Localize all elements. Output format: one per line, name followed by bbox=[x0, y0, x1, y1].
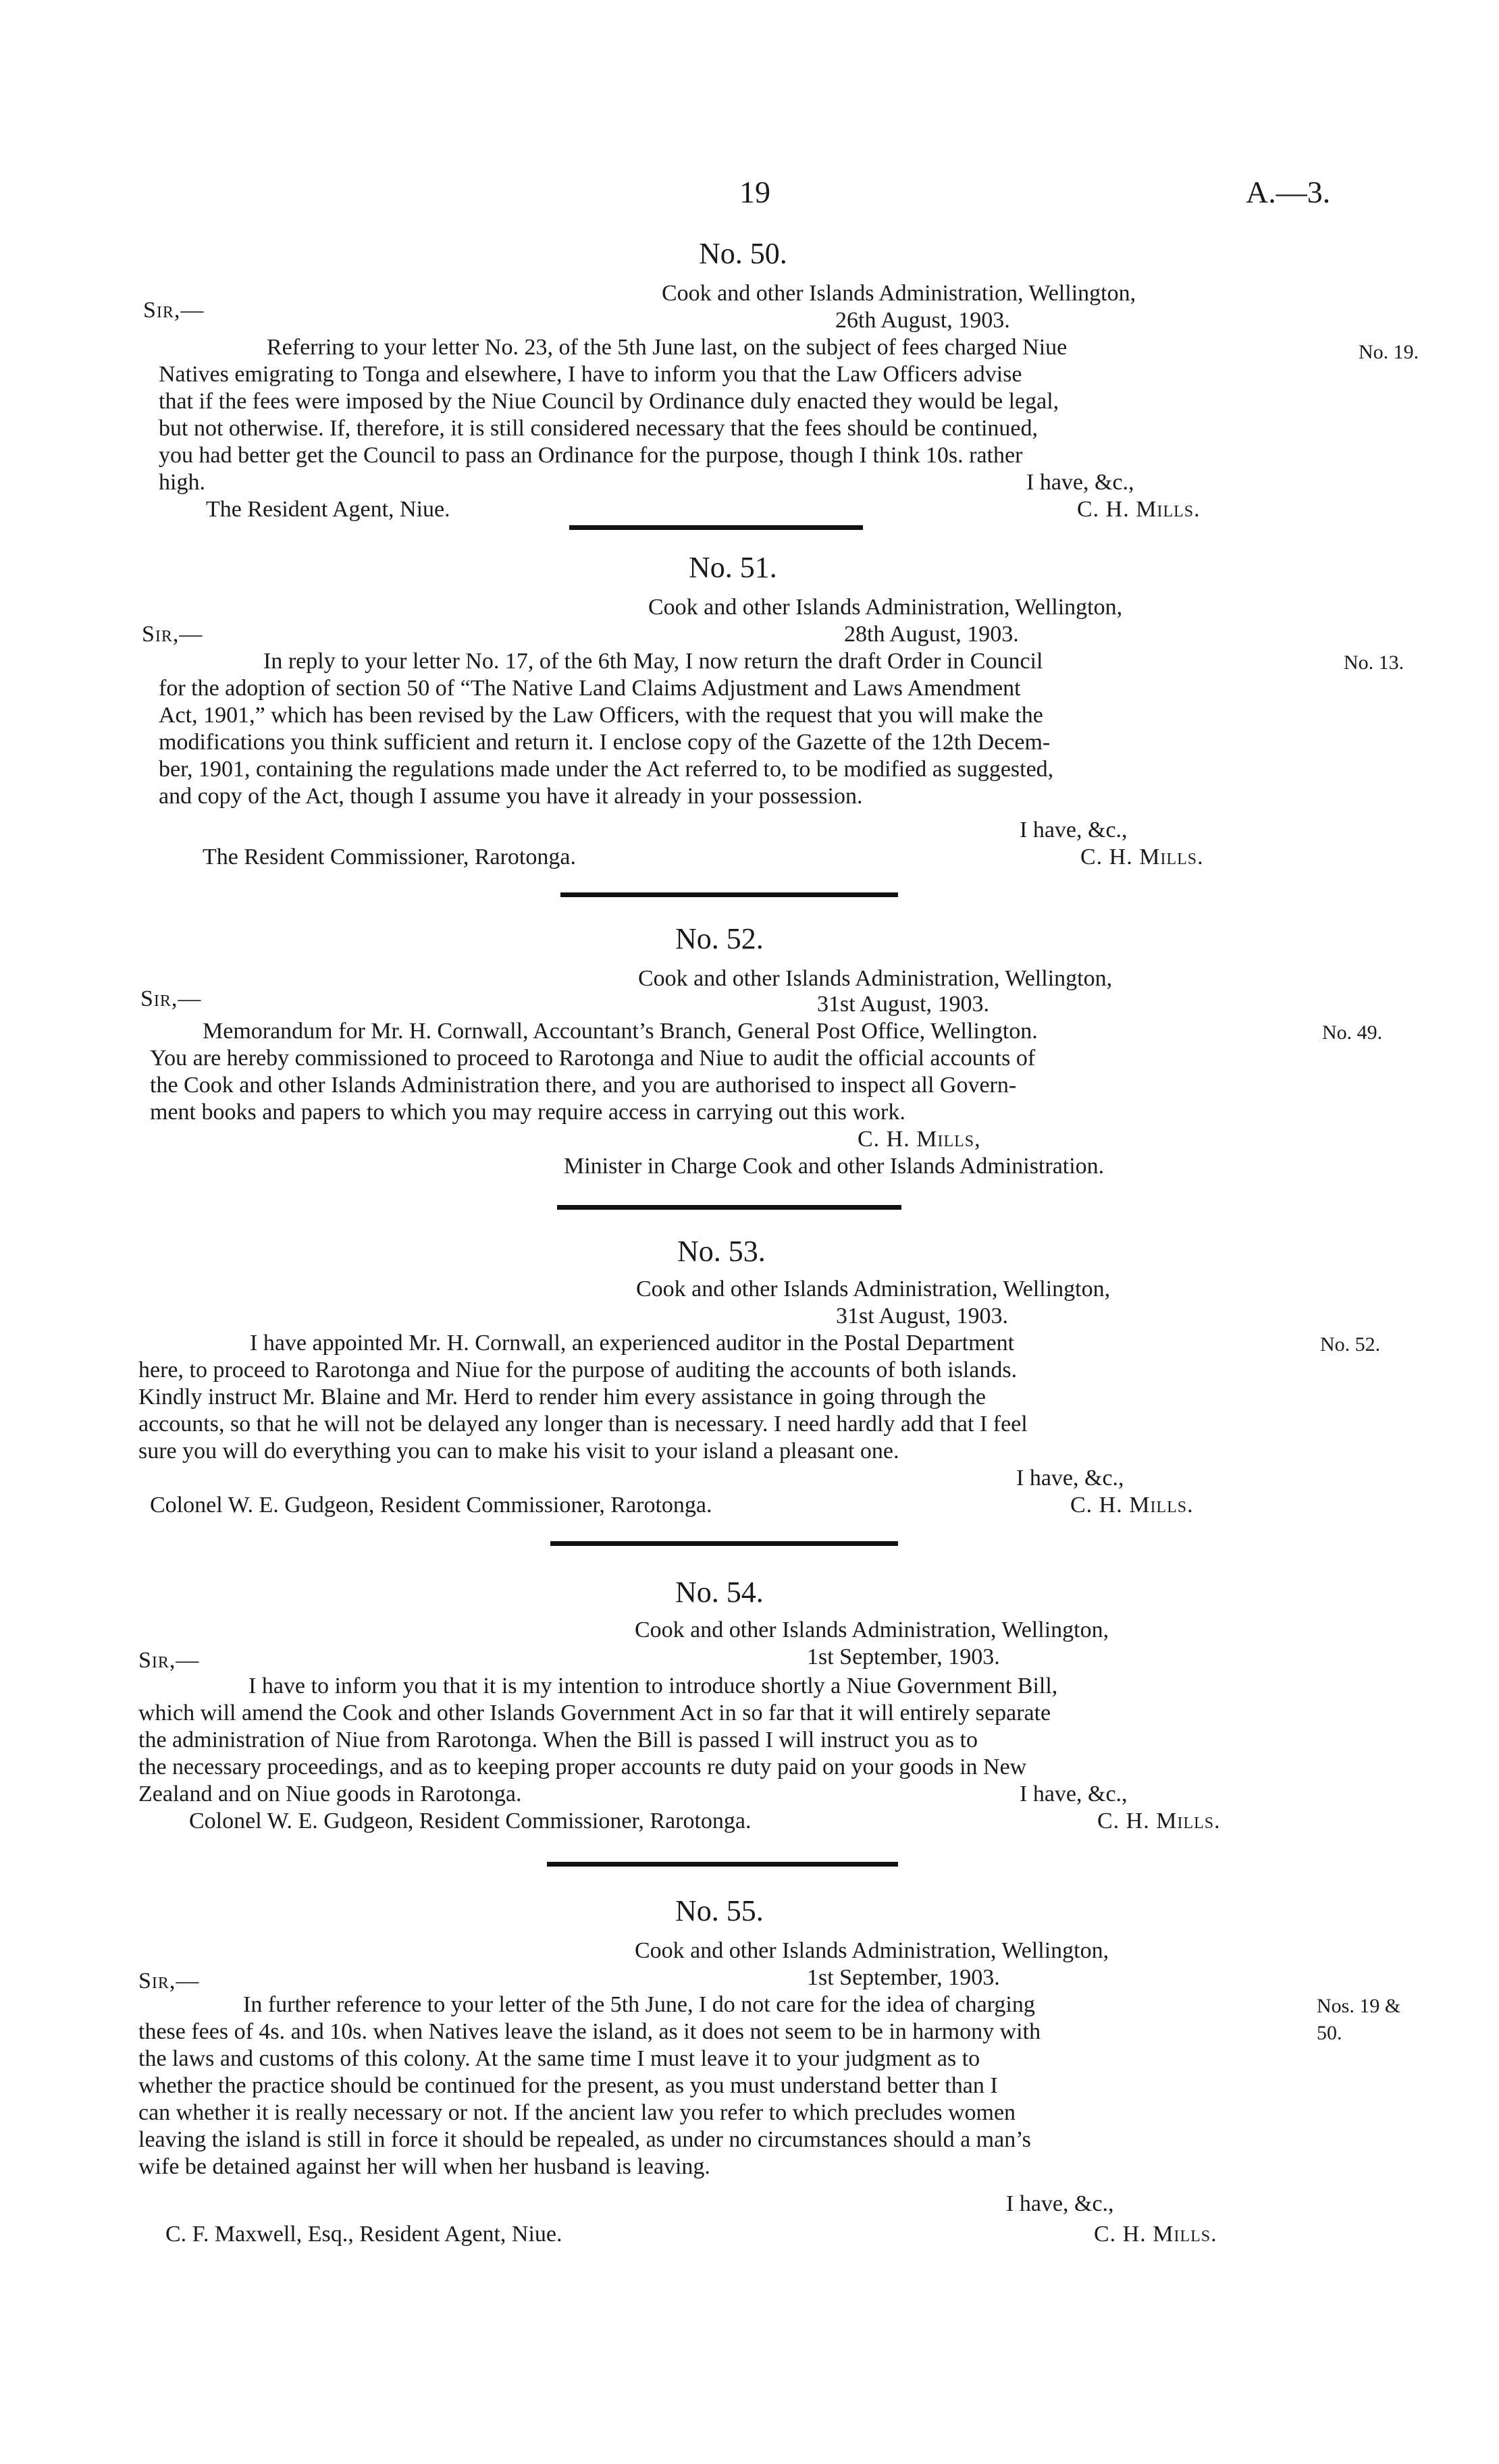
letter-origin: Cook and other Islands Administration, Wellington, bbox=[635, 1617, 1109, 1642]
margin-reference: No. 52. bbox=[1320, 1333, 1381, 1356]
addressee: Colonel W. E. Gudgeon, Resident Commissioner, Rarotonga. bbox=[189, 1809, 752, 1833]
letter-origin: Cook and other Islands Administration, Wellington, bbox=[636, 1277, 1111, 1302]
addressee: C. F. Maxwell, Esq., Resident Agent, Niue. bbox=[165, 2222, 562, 2247]
addressee: The Resident Agent, Niue. bbox=[206, 497, 450, 522]
letter-date: 31st August, 1903. bbox=[817, 992, 990, 1017]
letter-date: 31st August, 1903. bbox=[836, 1304, 1009, 1329]
salutation: Sir,— bbox=[140, 986, 202, 1011]
letter-date: 1st September, 1903. bbox=[807, 1965, 1000, 1990]
letter-date: 26th August, 1903. bbox=[835, 308, 1010, 333]
signature: C. H. Mills. bbox=[1094, 2222, 1217, 2247]
body-line: I have appointed Mr. H. Cornwall, an experienced auditor in the Postal Department bbox=[250, 1331, 1015, 1356]
letter-number: No. 53. bbox=[677, 1235, 766, 1268]
body-line: modifications you think sufficient and return it. I enclose copy of the Gazette of the 12th Decem- bbox=[159, 730, 1051, 755]
addressee: The Resident Commissioner, Rarotonga. bbox=[203, 845, 576, 869]
document-reference: A.—3. bbox=[1246, 175, 1331, 209]
salutation: Sir,— bbox=[143, 298, 205, 323]
closing: I have, &c., bbox=[1020, 818, 1128, 842]
signature-title: Minister in Charge Cook and other Islands Administration. bbox=[564, 1154, 1105, 1179]
signature: C. H. Mills, bbox=[858, 1127, 981, 1152]
closing: I have, &c., bbox=[1006, 2191, 1114, 2216]
body-line: the laws and customs of this colony. At the same time I must leave it to your judgment as to bbox=[138, 2046, 980, 2071]
body-line: the Cook and other Islands Administration there, and you are authorised to inspect all Govern- bbox=[150, 1073, 1017, 1098]
letter-date: 1st September, 1903. bbox=[807, 1644, 1000, 1669]
body-line: the necessary proceedings, and as to keeping proper accounts re duty paid on your goods in New bbox=[138, 1755, 1027, 1779]
closing: I have, &c., bbox=[1020, 1782, 1128, 1806]
body-line: here, to proceed to Rarotonga and Niue for the purpose of auditing the accounts of both islands. bbox=[138, 1358, 1018, 1383]
body-line: wife be detained against her will when her husband is leaving. bbox=[138, 2154, 710, 2179]
letter-date: 28th August, 1903. bbox=[844, 622, 1019, 647]
letter-number: No. 54. bbox=[675, 1576, 764, 1609]
letter-origin: Cook and other Islands Administration, Wellington, bbox=[638, 966, 1113, 991]
letter-number: No. 52. bbox=[675, 922, 764, 955]
addressee: Colonel W. E. Gudgeon, Resident Commissioner, Rarotonga. bbox=[150, 1493, 712, 1518]
margin-reference: No. 13. bbox=[1344, 651, 1404, 674]
margin-reference: Nos. 19 & bbox=[1317, 1995, 1401, 2017]
signature: C. H. Mills. bbox=[1097, 1809, 1221, 1833]
signature: C. H. Mills. bbox=[1070, 1493, 1194, 1518]
margin-reference: No. 49. bbox=[1322, 1021, 1383, 1044]
body-line: these fees of 4s. and 10s. when Natives leave the island, as it does not seem to be in harmony with bbox=[138, 2019, 1041, 2044]
signature: C. H. Mills. bbox=[1080, 845, 1204, 869]
section-divider bbox=[557, 1205, 901, 1210]
body-line: sure you will do everything you can to make his visit to your island a pleasant one. bbox=[138, 1439, 899, 1464]
body-line: for the adoption of section 50 of “The Native Land Claims Adjustment and Laws Amendment bbox=[159, 676, 1021, 701]
body-line: that if the fees were imposed by the Niue Council by Ordinance duly enacted they would be legal, bbox=[159, 389, 1059, 414]
body-line: which will amend the Cook and other Islands Government Act in so far that it will entirely separate bbox=[138, 1700, 1051, 1725]
letter-number: No. 51. bbox=[689, 551, 777, 584]
salutation: Sir,— bbox=[138, 1648, 200, 1673]
body-line: ment books and papers to which you may require access in carrying out this work. bbox=[150, 1100, 905, 1125]
body-line: In reply to your letter No. 17, of the 6th May, I now return the draft Order in Council bbox=[263, 649, 1043, 674]
page-number: 19 bbox=[739, 175, 770, 209]
section-divider bbox=[560, 892, 898, 897]
signature: C. H. Mills. bbox=[1077, 497, 1201, 522]
section-divider bbox=[547, 1862, 898, 1867]
body-line: and copy of the Act, though I assume you have it already in your possession. bbox=[159, 784, 863, 809]
letter-origin: Cook and other Islands Administration, Wellington, bbox=[648, 595, 1123, 620]
body-line: In further reference to your letter of the 5th June, I do not care for the idea of charging bbox=[243, 1992, 1035, 2017]
section-divider bbox=[569, 525, 863, 530]
section-divider bbox=[550, 1541, 898, 1546]
body-line: leaving the island is still in force it should be repealed, as under no circumstances should a man’s bbox=[138, 2127, 1031, 2152]
closing: I have, &c., bbox=[1026, 470, 1134, 495]
body-line: ber, 1901, containing the regulations made under the Act referred to, to be modified as suggested, bbox=[159, 757, 1054, 782]
closing: I have, &c., bbox=[1016, 1466, 1124, 1491]
body-line: Act, 1901,” which has been revised by the Law Officers, with the request that you will make the bbox=[159, 703, 1043, 728]
body-line: can whether it is really necessary or not. If the ancient law you refer to which precludes women bbox=[138, 2100, 1016, 2125]
body-line: whether the practice should be continued for the present, as you must understand better than I bbox=[138, 2073, 998, 2098]
body-line: you had better get the Council to pass an Ordinance for the purpose, though I think 10s. rather bbox=[159, 443, 1023, 468]
body-line: I have to inform you that it is my intention to introduce shortly a Niue Government Bill, bbox=[248, 1673, 1058, 1698]
margin-reference: 50. bbox=[1317, 2022, 1342, 2044]
body-line: Referring to your letter No. 23, of the 5th June last, on the subject of fees charged Niue bbox=[267, 335, 1068, 360]
letter-origin: Cook and other Islands Administration, Wellington, bbox=[662, 281, 1136, 306]
body-line: accounts, so that he will not be delayed any longer than is necessary. I need hardly add that I feel bbox=[138, 1412, 1028, 1437]
body-line: the administration of Niue from Rarotonga. When the Bill is passed I will instruct you as to bbox=[138, 1728, 978, 1752]
body-line: Kindly instruct Mr. Blaine and Mr. Herd to render him every assistance in going through the bbox=[138, 1385, 986, 1410]
body-line: but not otherwise. If, therefore, it is still considered necessary that the fees should be continued, bbox=[159, 416, 1038, 441]
margin-reference: No. 19. bbox=[1359, 341, 1419, 363]
salutation: Sir,— bbox=[142, 622, 203, 647]
letter-number: No. 50. bbox=[699, 237, 787, 270]
letter-origin: Cook and other Islands Administration, Wellington, bbox=[635, 1938, 1109, 1963]
letter-number: No. 55. bbox=[675, 1894, 764, 1927]
body-line: Memorandum for Mr. H. Cornwall, Accountant’s Branch, General Post Office, Wellington. bbox=[203, 1019, 1038, 1044]
body-line: You are hereby commissioned to proceed to Rarotonga and Niue to audit the official accounts of bbox=[150, 1046, 1036, 1071]
body-line: high. bbox=[159, 470, 205, 495]
body-line: Natives emigrating to Tonga and elsewhere, I have to inform you that the Law Officers advise bbox=[159, 362, 1022, 387]
body-line: Zealand and on Niue goods in Rarotonga. bbox=[138, 1782, 522, 1806]
salutation: Sir,— bbox=[138, 1968, 200, 1993]
